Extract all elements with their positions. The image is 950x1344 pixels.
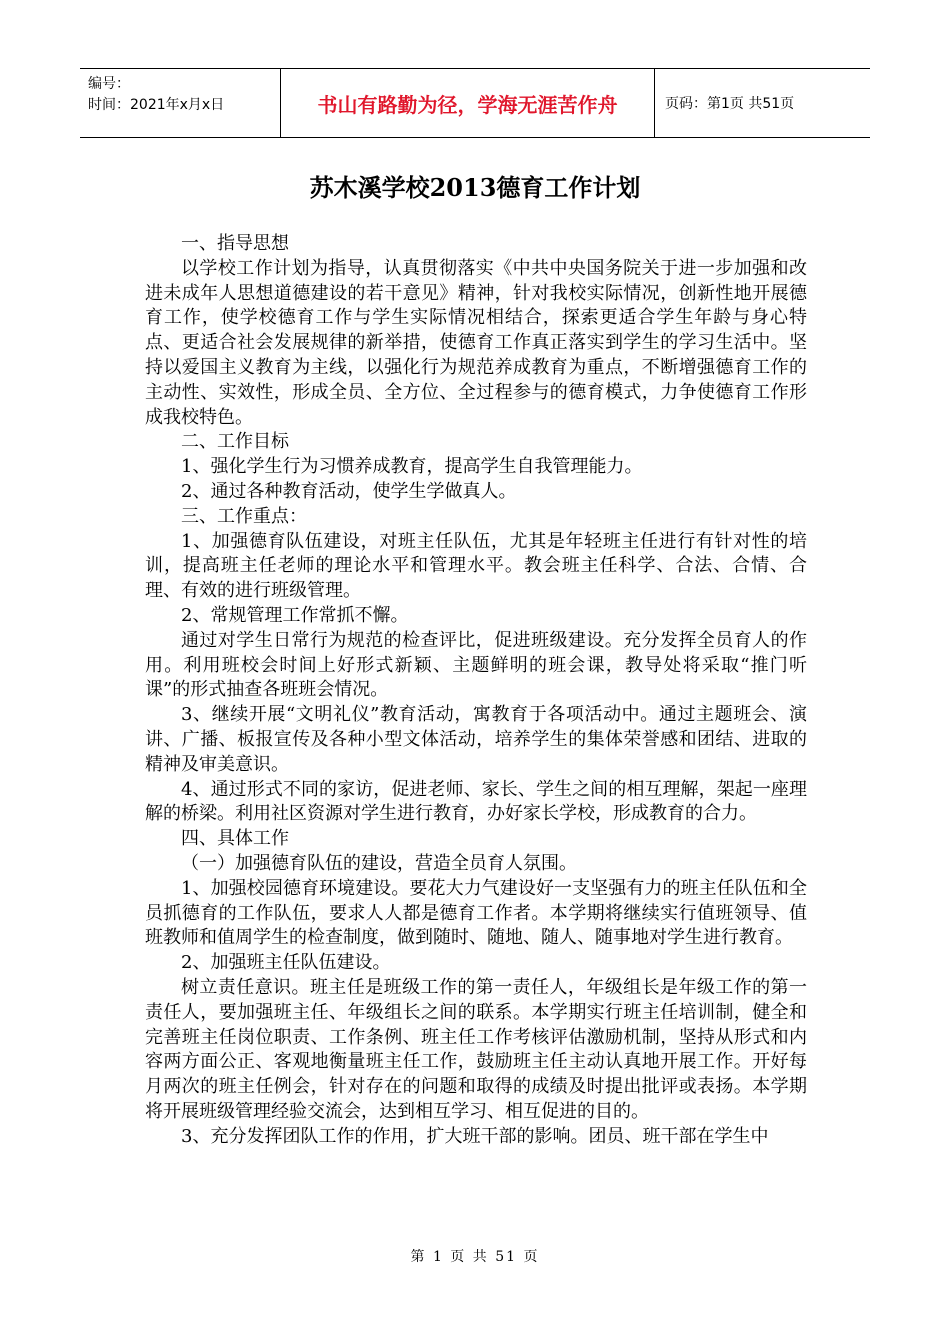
paragraph: 树立责任意识。班主任是班级工作的第一责任人，年级组长是年级工作的第一责任人，要加强班主任、年级组长之间的联系。本学期实行班主任培训制，健全和完善班主任岗位职责、工作条例、班主任工作考核评估激励机制，坚持从形式和内容两方面公正、客观地衡量班主任工作，鼓励班主任主动认真地开展工作。开好每月两次的班主任例会，针对存在的问题和取得的成绩及时提出批评或表扬。本学期将开展班级管理经验交流会，达到相互学习、相互促进的目的。	[145, 976, 807, 1122]
section-heading: 三、工作重点：	[181, 505, 307, 527]
document-date-label: 时间：2021年x月x日	[88, 97, 225, 113]
paragraph: 1、强化学生行为习惯养成教育，提高学生自我管理能力。	[181, 456, 643, 478]
section-heading: 一、指导思想	[181, 233, 289, 254]
paragraph: 1、加强德育队伍建设，对班主任队伍，尤其是年轻班主任进行有针对性的培训，提高班主任老师的理论水平和管理水平。教会班主任科学、合法、合情、合理、有效的进行班级管理。	[145, 530, 807, 602]
section-heading: 二、工作目标	[181, 431, 289, 453]
subsection-heading: （一）加强德育队伍的建设，营造全员育人氛围。	[181, 852, 577, 874]
document-body	[145, 232, 807, 1149]
paragraph: 4、通过形式不同的家访，促进老师、家长、学生之间的相互理解，架起一座理解的桥梁。利用社区资源对学生进行教育，办好家长学校，形成教育的合力。	[145, 778, 807, 825]
paragraph: 1、加强校园德育环境建设。要花大力气建设好一支坚强有力的班主任队伍和全员抓德育的工作队伍，要求人人都是德育工作者。本学期将继续实行值班领导、值班教师和值周学生的检查制度，做到随时、随地、随人、随事地对学生进行教育。	[145, 877, 807, 949]
header-page-info: 页码：第1页 共51页	[665, 96, 795, 112]
paragraph: 2、常规管理工作常抓不懈。	[181, 604, 409, 626]
page-header	[80, 68, 870, 138]
document-number-label: 编号：	[88, 76, 130, 92]
header-meta	[80, 69, 280, 137]
paragraph: 通过对学生日常行为规范的检查评比，促进班级建设。充分发挥全员育人的作用。利用班校会时间上好形式新颖、主题鲜明的班会课，教导处将采取“推门听课”的形式抽查各班班会情况。	[145, 629, 807, 701]
paragraph: 2、加强班主任队伍建设。	[181, 952, 391, 974]
paragraph: 3、继续开展“文明礼仪”教育活动，寓教育于各项活动中。通过主题班会、演讲、广播、板报宣传及各种小型文体活动，培养学生的集体荣誉感和团结、进取的精神及审美意识。	[145, 704, 807, 775]
section-heading: 四、具体工作	[181, 828, 289, 850]
paragraph: 2、通过各种教育活动，使学生学做真人。	[181, 480, 517, 502]
paragraph: 3、充分发挥团队工作的作用，扩大班干部的影响。团员、班干部在学生中	[181, 1125, 769, 1147]
paragraph: 以学校工作计划为指导，认真贯彻落实《中共中央国务院关于进一步加强和改进未成年人思想道德建设的若干意见》精神，针对我校实际情况，创新性地开展德育工作，使学校德育工作与学生实际情况相结合，探索更适合学生年龄与身心特点、更适合社会发展规律的新举措，使德育工作真正落实到学生的学习生活中。坚持以爱国主义教育为主线，以强化行为规范养成教育为重点，不断增强德育工作的主动性、实效性，形成全员、全方位、全过程参与的德育模式，力争使德育工作形成我校特色。	[145, 257, 807, 428]
page-footer: 第 1 页 共 51 页	[410, 1249, 540, 1265]
document-title: 苏木溪学校2013德育工作计划	[309, 173, 641, 202]
header-motto: 书山有路勤为径，学海无涯苦作舟	[280, 69, 655, 137]
